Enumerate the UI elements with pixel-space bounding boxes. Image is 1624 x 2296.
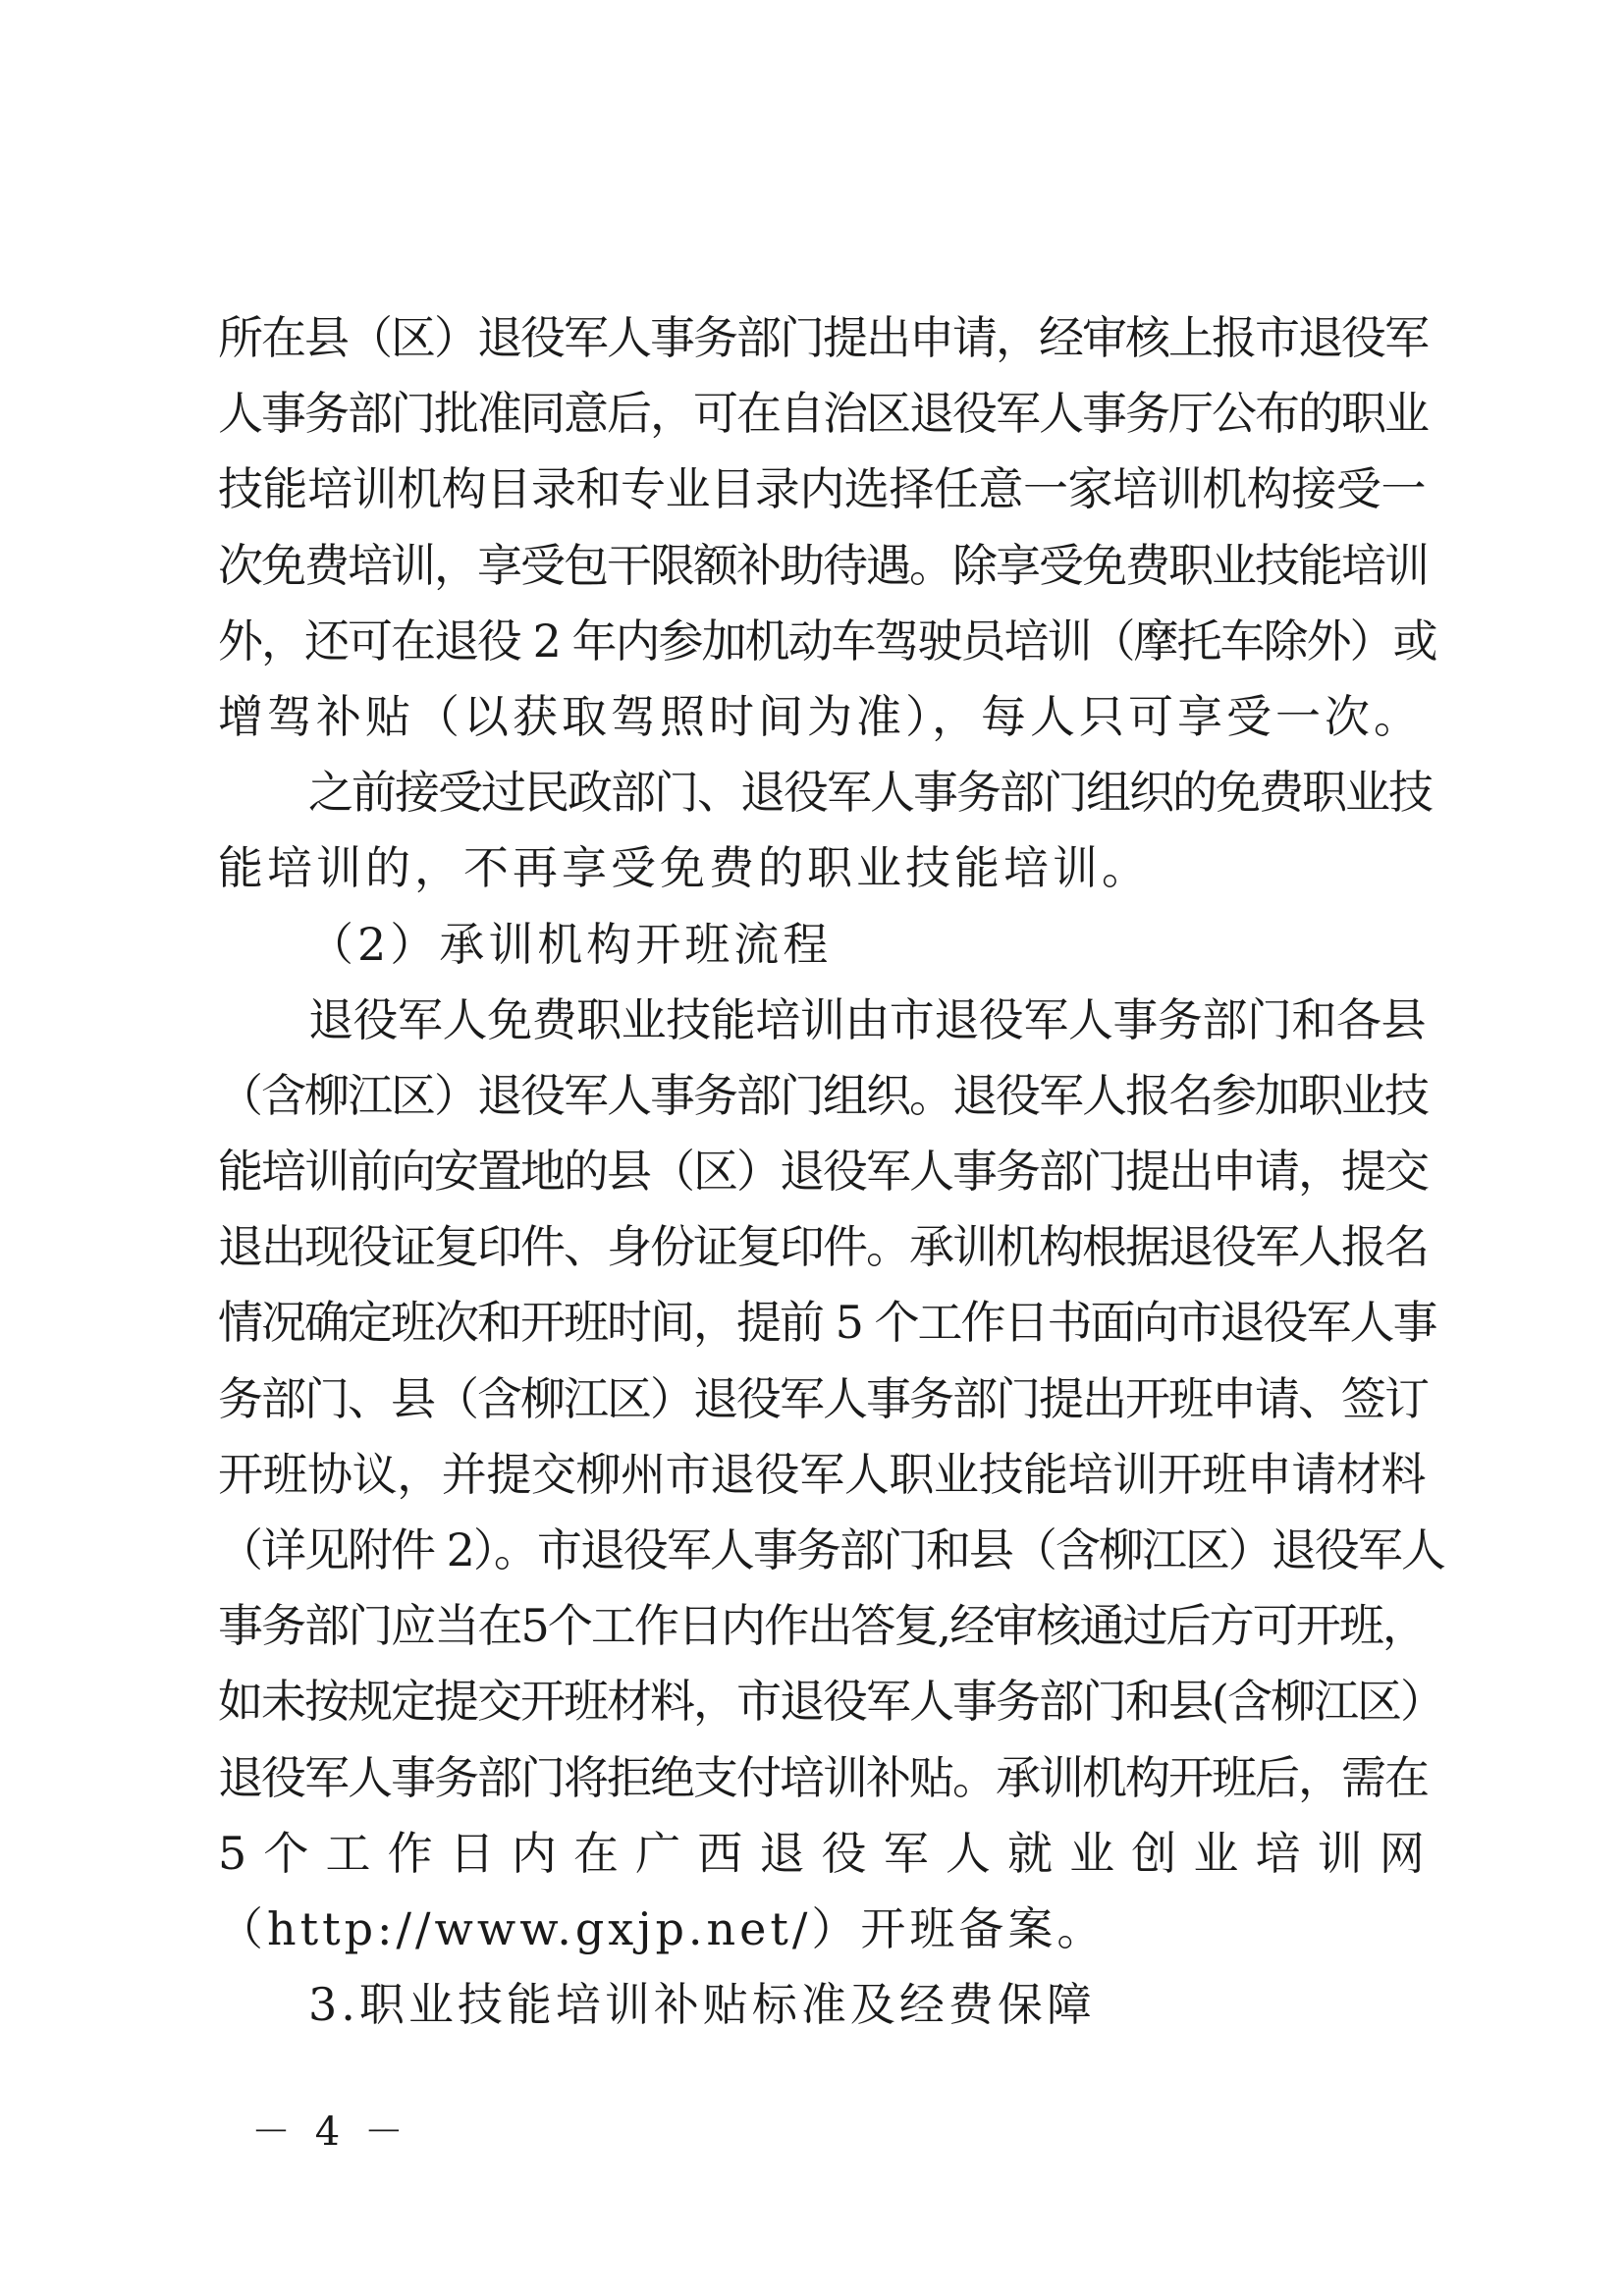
text-line: 人事务部门批准同意后，可在自治区退役军人事务厅公布的职业 [218,387,1428,441]
text-line: （2）承训机构开班流程 [308,917,833,971]
body-text [218,300,1444,2043]
text-line: 务部门、县（含柳江区）退役军人事务部门提出开班申请、签订 [218,1371,1428,1425]
text-line: 退出现役证复印件、身份证复印件。承训机构根据退役军人报名 [218,1220,1428,1274]
text-line: 所在县（区）退役军人事务部门提出申请，经审核上报市退役军 [218,311,1428,364]
text-line: 如未按规定提交开班材料，市退役军人事务部门和县(含柳江区） [218,1675,1443,1729]
text-line: 之前接受过民政部门、退役军人事务部门组织的免费职业技 [308,766,1432,820]
text-line: 外，还可在退役 2 年内参加机动车驾驶员培训（摩托车除外）或 [218,614,1436,667]
text-line: 开班协议，并提交柳州市退役军人职业技能培训开班申请材料 [218,1447,1426,1501]
text-line: 退役军人免费职业技能培训由市退役军人事务部门和各县 [308,992,1427,1046]
text-line: 事务部门应当在5个工作日内作出答复,经审核通过后方可开班， [218,1599,1426,1653]
text-line: 3.职业技能培训补贴标准及经费保障 [308,1978,1096,2032]
text-line: 技能培训机构目录和专业目录内选择任意一家培训机构接受一 [218,462,1426,516]
text-line: （含柳江区）退役军人事务部门组织。退役军人报名参加职业技 [218,1068,1428,1122]
text-line: 5 个 工 作 日 内 在 广 西 退 役 军 人 就 业 创 业 培 训 网 [218,1826,1426,1880]
text-line: 次免费培训，享受包干限额补助待遇。除享受免费职业技能培训 [218,538,1428,592]
text-line: （http://www.gxjp.net/）开班备案。 [218,1901,1107,1955]
text-line: 能培训前向安置地的县（区）退役军人事务部门提出申请，提交 [218,1145,1428,1199]
page-number: － 4 － [251,2109,409,2155]
text-line: 增驾补贴（以获取驾照时间为准），每人只可享受一次。 [218,689,1423,743]
text-line: 情况确定班次和开班时间，提前 5 个工作日书面向市退役军人事 [218,1296,1436,1350]
text-line: 能培训的，不再享受免费的职业技能培训。 [218,841,1151,895]
text-line: （详见附件 2）。市退役军人事务部门和县（含柳江区）退役军人 [218,1523,1444,1576]
text-line: 退役军人事务部门将拒绝支付培训补贴。承训机构开班后，需在 [218,1750,1428,1804]
